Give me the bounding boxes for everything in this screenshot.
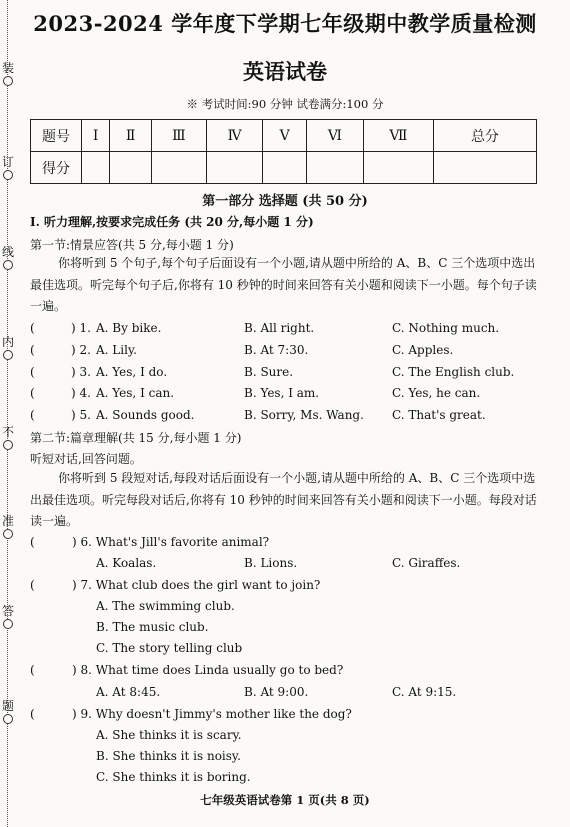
score-col-header: Ⅵ bbox=[307, 120, 364, 152]
score-table-score-row bbox=[31, 152, 537, 184]
option-c: C. Giraffes. bbox=[392, 556, 461, 570]
answer-paren: ( bbox=[30, 365, 35, 379]
score-cell[interactable] bbox=[363, 152, 433, 184]
score-col-header: Ⅲ bbox=[151, 120, 206, 152]
part-title: 第一部分 选择题 (共 50 分) bbox=[202, 194, 368, 209]
score-cell[interactable] bbox=[433, 152, 536, 184]
score-cell[interactable] bbox=[307, 152, 364, 184]
option-a: A. She thinks it is scary. bbox=[96, 728, 242, 742]
subsection-heading: 第一节:情景应答(共 5 分,每小题 1 分) bbox=[30, 238, 234, 252]
exam-subtitle: 英语试卷 bbox=[243, 59, 327, 84]
answer-paren: ( bbox=[30, 707, 35, 721]
margin-mark: 装 bbox=[0, 62, 16, 86]
question-number: ) 3. bbox=[71, 365, 91, 379]
score-col-header: 总分 bbox=[433, 120, 536, 152]
option-b: B. Sure. bbox=[244, 365, 294, 379]
option-c: C. Apples. bbox=[392, 343, 454, 357]
option-b: B. All right. bbox=[244, 321, 315, 335]
instructions-paragraph: 你将听到 5 段短对话,每段对话后面设有一个小题,请从题中所给的 A、B、C 三个选项中选出最佳选项。听完每段对话后,你将有 10 秒钟的时间来回答有关小题和阅读下一小题。每段对话读一遍。 bbox=[30, 471, 537, 528]
answer-paren: ( bbox=[30, 535, 35, 549]
score-col-header: Ⅶ bbox=[363, 120, 433, 152]
margin-mark: 准 bbox=[0, 515, 16, 539]
margin-mark: 订 bbox=[0, 156, 16, 180]
score-cell[interactable] bbox=[151, 152, 206, 184]
page-footer: 七年级英语试卷第 1 页(共 8 页) bbox=[200, 793, 370, 807]
question-number: ) 5. bbox=[71, 408, 91, 422]
score-cell[interactable] bbox=[82, 152, 110, 184]
score-row-label: 题号 bbox=[31, 120, 82, 152]
margin-mark: 题 bbox=[0, 700, 16, 724]
margin-mark: 线 bbox=[0, 246, 16, 270]
score-col-header: Ⅰ bbox=[82, 120, 110, 152]
question-stem: ) 9. Why doesn't Jimmy's mother like the dog? bbox=[72, 707, 352, 721]
score-col-header: Ⅳ bbox=[206, 120, 263, 152]
option-c: C. At 9:15. bbox=[392, 685, 457, 699]
exam-meta: ※ 考试时间:90 分钟 试卷满分:100 分 bbox=[186, 97, 384, 111]
question-stem: ) 6. What's Jill's favorite animal? bbox=[72, 535, 270, 549]
option-c: C. The story telling club bbox=[96, 641, 243, 655]
option-b: B. She thinks it is noisy. bbox=[96, 749, 241, 763]
score-cell[interactable] bbox=[110, 152, 152, 184]
question-stem: ) 7. What club does the girl want to join? bbox=[72, 578, 321, 592]
margin-mark: 内 bbox=[0, 336, 16, 360]
option-a: A. By bike. bbox=[96, 321, 162, 335]
margin-mark: 答 bbox=[0, 605, 16, 629]
option-b: B. At 9:00. bbox=[244, 685, 309, 699]
question-number: ) 2. bbox=[71, 343, 91, 357]
option-c: C. Nothing much. bbox=[392, 321, 500, 335]
option-a: A. At 8:45. bbox=[96, 685, 161, 699]
score-row-label: 得分 bbox=[31, 152, 82, 184]
option-a: A. Koalas. bbox=[96, 556, 157, 570]
option-c: C. That's great. bbox=[392, 408, 486, 422]
answer-paren: ( bbox=[30, 343, 35, 357]
option-c: C. The English club. bbox=[392, 365, 515, 379]
option-b: B. The music club. bbox=[96, 620, 209, 634]
option-c: C. Yes, he can. bbox=[392, 386, 481, 400]
answer-paren: ( bbox=[30, 386, 35, 400]
answer-paren: ( bbox=[30, 408, 35, 422]
answer-paren: ( bbox=[30, 321, 35, 335]
option-a: A. Yes, I can. bbox=[96, 386, 175, 400]
option-a: A. Sounds good. bbox=[96, 408, 195, 422]
answer-paren: ( bbox=[30, 663, 35, 677]
subsection-heading: 第二节:篇章理解(共 15 分,每小题 1 分) bbox=[30, 431, 242, 445]
option-b: B. Sorry, Ms. Wang. bbox=[244, 408, 364, 422]
instructions-paragraph: 你将听到 5 个句子,每个句子后面设有一个小题,请从题中所给的 A、B、C 三个选项中选出最佳选项。听完每个句子后,你将有 10 秒钟的时间来回答有关小题和阅读下一小题。每个句子读一遍。 bbox=[30, 256, 537, 313]
option-a: A. Yes, I do. bbox=[96, 365, 168, 379]
score-cell[interactable] bbox=[263, 152, 307, 184]
option-b: B. At 7:30. bbox=[244, 343, 309, 357]
score-col-header: Ⅴ bbox=[263, 120, 307, 152]
option-b: B. Yes, I am. bbox=[244, 386, 320, 400]
score-col-header: Ⅱ bbox=[110, 120, 152, 152]
subsection-note: 听短对话,回答问题。 bbox=[30, 452, 142, 466]
answer-paren: ( bbox=[30, 578, 35, 592]
option-b: B. Lions. bbox=[244, 556, 298, 570]
option-c: C. She thinks it is boring. bbox=[96, 770, 251, 784]
question-number: ) 1. bbox=[71, 321, 91, 335]
score-cell[interactable] bbox=[206, 152, 263, 184]
question-stem: ) 8. What time does Linda usually go to bed? bbox=[72, 663, 344, 677]
question-number: ) 4. bbox=[71, 386, 91, 400]
score-table bbox=[30, 119, 537, 184]
score-table-header-row bbox=[31, 120, 537, 152]
option-a: A. The swimming club. bbox=[96, 599, 235, 613]
margin-mark: 不 bbox=[0, 426, 16, 450]
exam-title: 2023-2024 学年度下学期七年级期中教学质量检测 bbox=[33, 11, 537, 36]
option-a: A. Lily. bbox=[96, 343, 137, 357]
section-heading: Ⅰ. 听力理解,按要求完成任务 (共 20 分,每小题 1 分) bbox=[30, 215, 314, 229]
